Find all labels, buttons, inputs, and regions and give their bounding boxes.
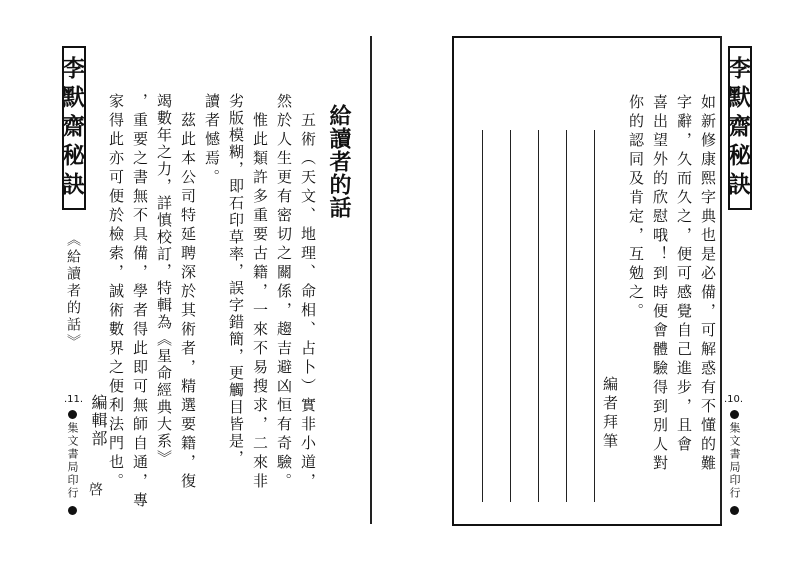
left-side-title: 李默齋秘訣 bbox=[58, 56, 85, 201]
right-signature: 編者拜筆 bbox=[601, 376, 619, 452]
right-column-4: 你的認同及肯定，互勉之。 bbox=[627, 94, 645, 322]
guide-line-2 bbox=[510, 130, 511, 502]
right-bullet-top-icon bbox=[730, 410, 739, 419]
guide-line-1 bbox=[482, 130, 483, 502]
right-page-frame-right bbox=[720, 36, 722, 524]
left-page-number: .11. bbox=[64, 394, 84, 405]
left-column-1: 五術（天文、地理、命相、占卜）實非小道， bbox=[299, 112, 317, 492]
left-column-9: 家得此亦可便於檢索，誠術數界之便利法門也。 bbox=[107, 93, 125, 492]
right-column-2: 字辭，久而久之，便可感覺自己進步，且會 bbox=[675, 94, 693, 455]
left-signature: 編輯部 bbox=[89, 394, 108, 448]
left-page-border bbox=[370, 36, 372, 524]
left-column-5: 讀者憾焉。 bbox=[203, 93, 221, 188]
left-column-7: 竭數年之力，詳慎校訂，特輯為《星命經典大系》 bbox=[155, 93, 173, 467]
left-bullet-bottom-icon bbox=[68, 506, 77, 515]
guide-line-5 bbox=[594, 130, 595, 502]
left-page bbox=[58, 36, 368, 524]
left-bullet-top-icon bbox=[68, 410, 77, 419]
left-column-8: ，重要之書無不具備，學者得此即可無師自通，專 bbox=[131, 93, 149, 511]
right-page-number: .10. bbox=[724, 394, 744, 405]
left-publisher: 集文書局印行 bbox=[66, 422, 79, 500]
guide-line-4 bbox=[566, 130, 567, 502]
right-bullet-bottom-icon bbox=[730, 506, 739, 515]
left-column-6: 茲此本公司特延聘深於其術者，精選要籍，復 bbox=[179, 112, 197, 492]
left-column-3: 惟此類許多重要古籍，一來不易搜求，二來非 bbox=[251, 112, 269, 492]
right-column-3: 喜出望外的欣慰哦！到時便會體驗得到別人對 bbox=[651, 94, 669, 474]
left-column-4: 劣版模糊，即石印草率，誤字錯簡，更觸目皆是， bbox=[227, 93, 245, 467]
left-signature-end: 啓 bbox=[87, 482, 103, 496]
guide-line-3 bbox=[538, 130, 539, 502]
left-column-2: 然於人生更有密切之關係，趨吉避凶恒有奇驗。 bbox=[275, 93, 293, 492]
right-column-1: 如新修康熙字典也是必備，可解惑有不懂的難 bbox=[699, 94, 717, 474]
left-heading: 給讀者的話 bbox=[326, 104, 352, 219]
right-side-title: 李默齋秘訣 bbox=[724, 56, 751, 201]
right-page bbox=[452, 36, 751, 524]
left-side-subtitle: 《給讀者的話》 bbox=[65, 232, 81, 351]
right-publisher: 集文書局印行 bbox=[728, 422, 741, 500]
